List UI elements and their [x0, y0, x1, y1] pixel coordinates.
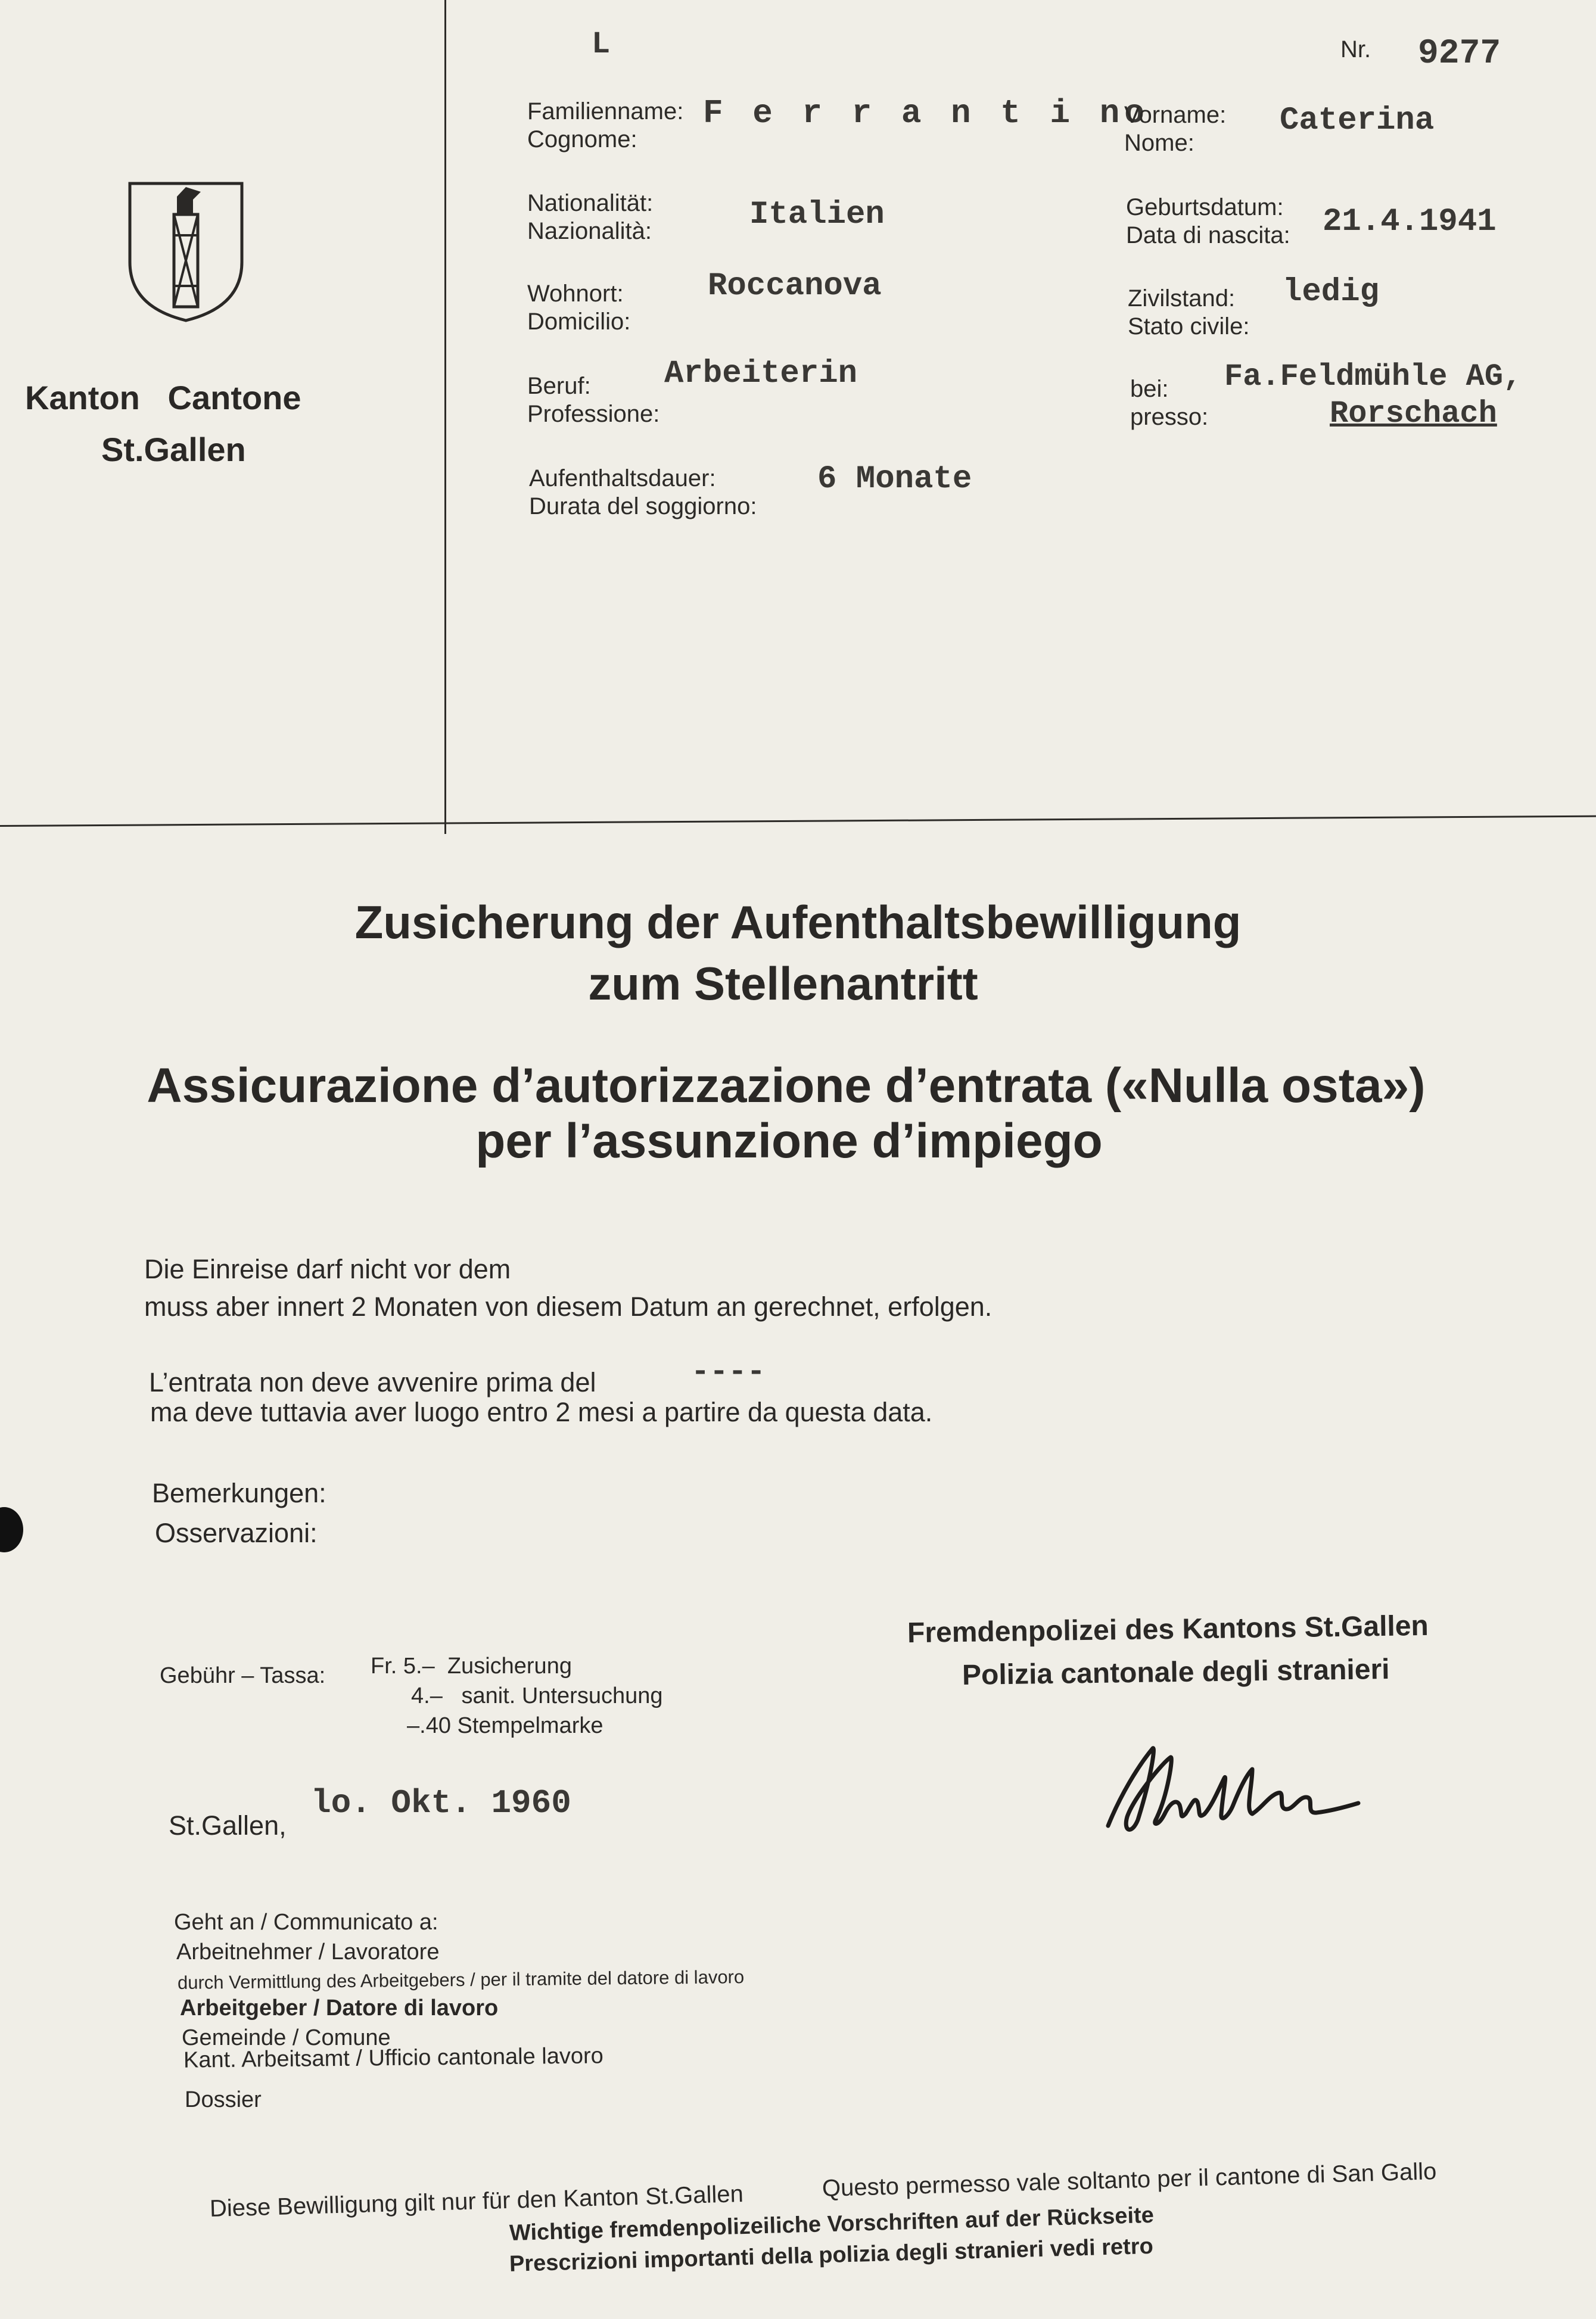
remarks-label-it: Osservazioni:	[155, 1518, 318, 1548]
distribution-item: durch Vermittlung des Arbeitgebers / per il tramite del datore di lavoro	[177, 1966, 745, 1993]
firstname-label: Vorname: Nome:	[1124, 102, 1227, 156]
employer-value-line1: Fa.Feldmühle AG,	[1224, 359, 1522, 394]
title-italian-line2: per l’assunzione d’impiego	[475, 1114, 1103, 1168]
duration-value: 6 Monate	[817, 461, 972, 497]
nationality-label: Nationalität: Nazionalità:	[527, 190, 654, 244]
entry-german-line2: muss aber innert 2 Monaten von diesem Datum an gerechnet, erfolgen.	[144, 1291, 993, 1322]
distribution-item: Gemeinde / Comune	[182, 2025, 391, 2050]
nr-value: 9277	[1418, 35, 1501, 73]
profession-value: Arbeiterin	[664, 356, 858, 392]
header-divider-horizontal	[0, 815, 1596, 827]
canton-name-line1: Kanton Cantone	[25, 379, 301, 416]
authority-line2: Polizia cantonale degli stranieri	[962, 1653, 1390, 1692]
distribution-item: Arbeitnehmer / Lavoratore	[176, 1940, 440, 1965]
canton-name-line2: St.Gallen	[101, 431, 246, 468]
validity-italian: Questo permesso vale soltanto per il cantone di San Gallo	[822, 2158, 1437, 2202]
remarks-label-de: Bemerkungen:	[152, 1478, 326, 1508]
form-letter: L	[592, 27, 611, 62]
nationality-value: Italien	[749, 197, 885, 233]
birthdate-value: 21.4.1941	[1323, 204, 1497, 240]
distribution-item: Kant. Arbeitsamt / Ufficio cantonale lavoro	[183, 2043, 603, 2073]
title-italian-line1: Assicurazione d’autorizzazione d’entrata («Nulla osta»)	[147, 1059, 1426, 1113]
title-german-line1: Zusicherung der Aufenthaltsbewilligung	[354, 896, 1242, 948]
residence-label: Wohnort: Domicilio:	[527, 281, 631, 335]
employer-value-line2: Rorschach	[1330, 396, 1497, 431]
date-place: St.Gallen,	[169, 1810, 287, 1841]
punch-hole	[0, 1507, 23, 1552]
duration-label: Aufenthaltsdauer: Durata del soggiorno:	[529, 465, 757, 519]
distribution-heading: Geht an / Communicato a:	[174, 1910, 438, 1935]
surname-value: F e r r a n t i no	[703, 94, 1149, 132]
profession-label: Beruf: Professione:	[527, 373, 660, 427]
entry-date-dash: ----	[691, 1355, 766, 1390]
rules-german: Wichtige fremdenpolizeiliche Vorschriften auf der Rückseite	[509, 2202, 1155, 2246]
civil-status-label: Zivilstand: Stato civile:	[1128, 285, 1250, 340]
employer-label: bei: presso:	[1130, 376, 1209, 430]
fees-label: Gebühr – Tassa:	[160, 1663, 326, 1688]
entry-italian-line2: ma deve tuttavia aver luogo entro 2 mesi a partire da questa data.	[150, 1397, 933, 1427]
distribution-item: Arbeitgeber / Datore di lavoro	[180, 1996, 499, 2021]
entry-german-line1: Die Einreise darf nicht vor dem	[144, 1254, 511, 1284]
date-value: lo. Okt. 1960	[311, 1784, 571, 1822]
civil-status-value: ledig	[1283, 274, 1380, 310]
nr-label: Nr.	[1340, 36, 1371, 63]
header-divider-vertical	[444, 0, 446, 834]
surname-label: Familienname: Cognome:	[527, 98, 684, 152]
fee-row: Fr. 5.– Zusicherung	[371, 1654, 572, 1679]
birthdate-label: Geburtsdatum: Data di nascita:	[1126, 194, 1290, 248]
validity-german: Diese Bewilligung gilt nur für den Kanton St.Gallen	[209, 2180, 744, 2222]
distribution-item: Dossier	[185, 2087, 262, 2112]
firstname-value: Caterina	[1280, 102, 1435, 139]
entry-italian-line1: L’entrata non deve avvenire prima del	[149, 1367, 596, 1397]
title-german-line2: zum Stellenantritt	[588, 957, 978, 1010]
residence-value: Roccanova	[708, 268, 882, 304]
fee-row: –.40 Stempelmarke	[407, 1713, 603, 1738]
coat-of-arms-icon	[126, 179, 245, 328]
authority-line1: Fremdenpolizei des Kantons St.Gallen	[907, 1610, 1429, 1649]
rules-italian: Prescrizioni importanti della polizia degli stranieri vedi retro	[509, 2233, 1154, 2277]
fee-row: 4.– sanit. Untersuchung	[411, 1683, 663, 1708]
signature	[1096, 1730, 1370, 1847]
